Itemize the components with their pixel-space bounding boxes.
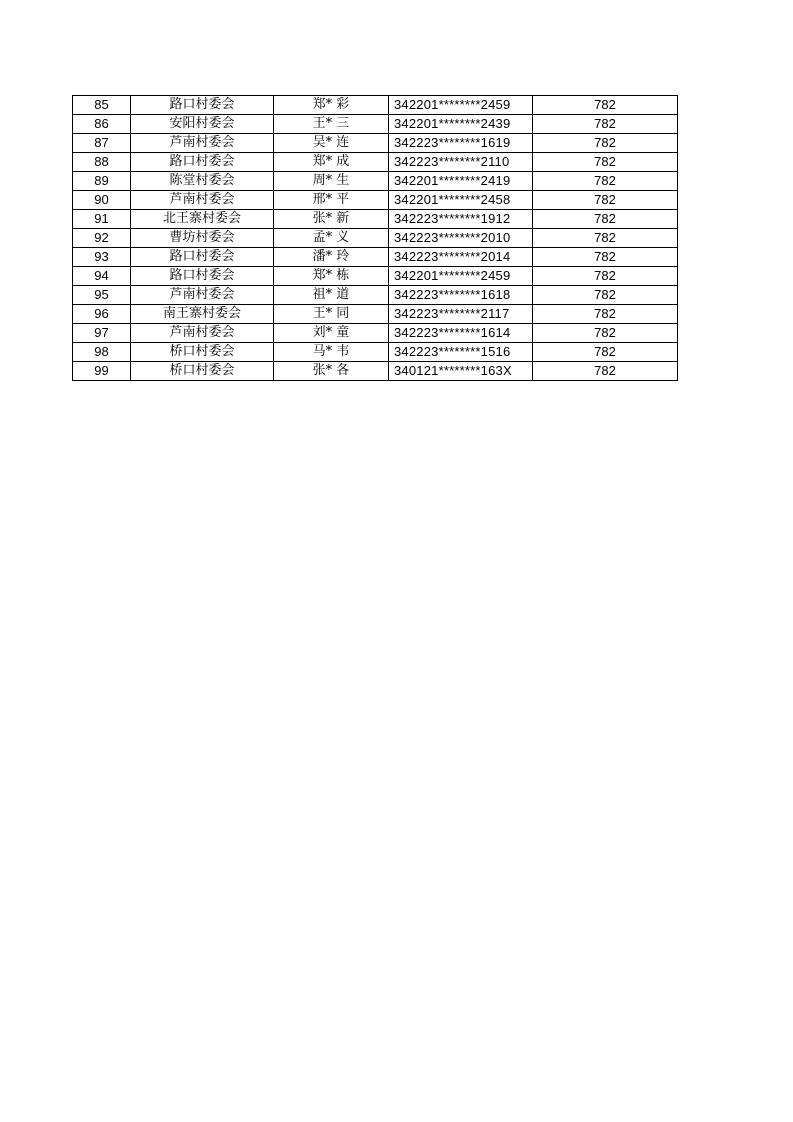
id-number-cell: 342201********2419 xyxy=(389,172,533,191)
row-number-cell: 94 xyxy=(73,267,131,286)
row-number-cell: 86 xyxy=(73,115,131,134)
row-number-cell: 99 xyxy=(73,362,131,381)
person-name-cell: 郑* 彩 xyxy=(274,96,389,115)
village-committee-cell: 桥口村委会 xyxy=(131,343,274,362)
row-number-cell: 89 xyxy=(73,172,131,191)
row-number-cell: 87 xyxy=(73,134,131,153)
table-row xyxy=(73,96,678,115)
person-name-cell: 潘* 玲 xyxy=(274,248,389,267)
person-name-cell: 王* 同 xyxy=(274,305,389,324)
id-number-cell: 342223********1516 xyxy=(389,343,533,362)
person-name-cell: 刘* 童 xyxy=(274,324,389,343)
village-committee-cell: 北王寨村委会 xyxy=(131,210,274,229)
village-committee-cell: 曹坊村委会 xyxy=(131,229,274,248)
table-row xyxy=(73,210,678,229)
id-number-cell: 342223********2014 xyxy=(389,248,533,267)
table-row xyxy=(73,115,678,134)
village-committee-cell: 芦南村委会 xyxy=(131,286,274,305)
table-row xyxy=(73,229,678,248)
table-row xyxy=(73,134,678,153)
id-number-cell: 342201********2459 xyxy=(389,267,533,286)
person-name-cell: 王* 三 xyxy=(274,115,389,134)
id-number-cell: 342223********2010 xyxy=(389,229,533,248)
amount-cell: 782 xyxy=(533,229,678,248)
amount-cell: 782 xyxy=(533,172,678,191)
amount-cell: 782 xyxy=(533,362,678,381)
table-row xyxy=(73,267,678,286)
person-name-cell: 吴* 连 xyxy=(274,134,389,153)
amount-cell: 782 xyxy=(533,134,678,153)
table-row xyxy=(73,248,678,267)
id-number-cell: 340121********163X xyxy=(389,362,533,381)
village-committee-cell: 路口村委会 xyxy=(131,96,274,115)
id-number-cell: 342223********1619 xyxy=(389,134,533,153)
table-row xyxy=(73,305,678,324)
amount-cell: 782 xyxy=(533,324,678,343)
row-number-cell: 93 xyxy=(73,248,131,267)
id-number-cell: 342201********2458 xyxy=(389,191,533,210)
row-number-cell: 90 xyxy=(73,191,131,210)
amount-cell: 782 xyxy=(533,191,678,210)
row-number-cell: 95 xyxy=(73,286,131,305)
village-committee-cell: 陈堂村委会 xyxy=(131,172,274,191)
table-row xyxy=(73,191,678,210)
amount-cell: 782 xyxy=(533,248,678,267)
id-number-cell: 342201********2459 xyxy=(389,96,533,115)
row-number-cell: 91 xyxy=(73,210,131,229)
row-number-cell: 92 xyxy=(73,229,131,248)
row-number-cell: 88 xyxy=(73,153,131,172)
person-name-cell: 祖* 道 xyxy=(274,286,389,305)
village-committee-cell: 路口村委会 xyxy=(131,153,274,172)
recipient-table xyxy=(72,95,678,381)
village-committee-cell: 芦南村委会 xyxy=(131,134,274,153)
id-number-cell: 342201********2439 xyxy=(389,115,533,134)
amount-cell: 782 xyxy=(533,96,678,115)
subsidy-list-sheet xyxy=(72,95,677,381)
person-name-cell: 张* 新 xyxy=(274,210,389,229)
row-number-cell: 98 xyxy=(73,343,131,362)
amount-cell: 782 xyxy=(533,210,678,229)
village-committee-cell: 路口村委会 xyxy=(131,267,274,286)
row-number-cell: 85 xyxy=(73,96,131,115)
person-name-cell: 郑* 栋 xyxy=(274,267,389,286)
village-committee-cell: 南王寨村委会 xyxy=(131,305,274,324)
table-row xyxy=(73,362,678,381)
id-number-cell: 342223********2117 xyxy=(389,305,533,324)
table-row xyxy=(73,286,678,305)
id-number-cell: 342223********1618 xyxy=(389,286,533,305)
person-name-cell: 郑* 成 xyxy=(274,153,389,172)
table-row xyxy=(73,153,678,172)
amount-cell: 782 xyxy=(533,343,678,362)
village-committee-cell: 芦南村委会 xyxy=(131,191,274,210)
village-committee-cell: 安阳村委会 xyxy=(131,115,274,134)
amount-cell: 782 xyxy=(533,305,678,324)
person-name-cell: 马* 韦 xyxy=(274,343,389,362)
person-name-cell: 邢* 平 xyxy=(274,191,389,210)
row-number-cell: 97 xyxy=(73,324,131,343)
amount-cell: 782 xyxy=(533,286,678,305)
village-committee-cell: 路口村委会 xyxy=(131,248,274,267)
id-number-cell: 342223********1614 xyxy=(389,324,533,343)
village-committee-cell: 桥口村委会 xyxy=(131,362,274,381)
person-name-cell: 张* 各 xyxy=(274,362,389,381)
id-number-cell: 342223********1912 xyxy=(389,210,533,229)
amount-cell: 782 xyxy=(533,267,678,286)
person-name-cell: 孟* 义 xyxy=(274,229,389,248)
table-row xyxy=(73,324,678,343)
id-number-cell: 342223********2110 xyxy=(389,153,533,172)
recipient-table-body xyxy=(73,96,678,381)
amount-cell: 782 xyxy=(533,115,678,134)
row-number-cell: 96 xyxy=(73,305,131,324)
table-row xyxy=(73,172,678,191)
table-row xyxy=(73,343,678,362)
person-name-cell: 周* 生 xyxy=(274,172,389,191)
village-committee-cell: 芦南村委会 xyxy=(131,324,274,343)
amount-cell: 782 xyxy=(533,153,678,172)
